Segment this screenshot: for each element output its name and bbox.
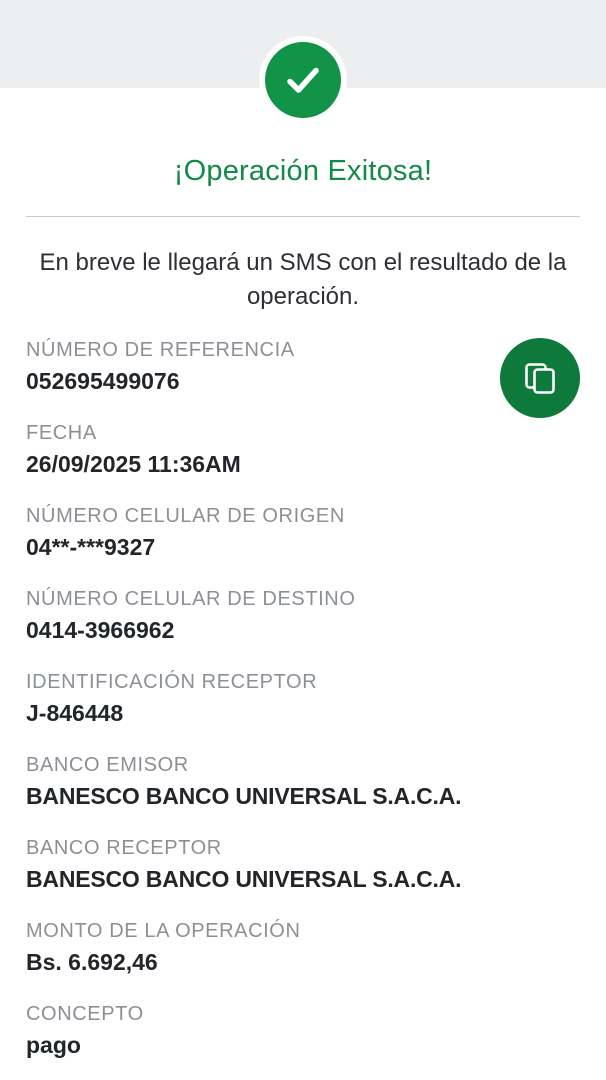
field-identificacion-receptor bbox=[26, 670, 580, 729]
field-label: CONCEPTO bbox=[26, 1003, 144, 1025]
field-label: IDENTIFICACIÓN RECEPTOR bbox=[26, 671, 318, 693]
field-banco-receptor bbox=[26, 836, 580, 895]
field-label: NÚMERO DE REFERENCIA bbox=[26, 339, 295, 361]
transaction-details-list bbox=[26, 338, 580, 1061]
field-fecha bbox=[26, 421, 580, 480]
field-label: NÚMERO CELULAR DE ORIGEN bbox=[26, 505, 345, 527]
field-value: 26/09/2025 11:36AM bbox=[26, 451, 241, 477]
field-value: 052695499076 bbox=[26, 368, 180, 394]
field-numero-de-referencia bbox=[26, 338, 580, 397]
field-concepto bbox=[26, 1002, 580, 1061]
field-value: 0414-3966962 bbox=[26, 617, 175, 643]
check-circle-icon bbox=[265, 42, 341, 118]
field-numero-celular-de-destino bbox=[26, 587, 580, 646]
field-label: FECHA bbox=[26, 422, 97, 444]
copy-icon bbox=[522, 360, 558, 396]
copy-reference-button[interactable] bbox=[500, 338, 580, 418]
field-value: pago bbox=[26, 1032, 81, 1058]
field-banco-emisor bbox=[26, 753, 580, 812]
field-numero-celular-de-origen bbox=[26, 504, 580, 563]
field-value: BANESCO BANCO UNIVERSAL S.A.C.A. bbox=[26, 866, 462, 892]
field-label: BANCO RECEPTOR bbox=[26, 837, 222, 859]
field-monto-de-la-operacion bbox=[26, 919, 580, 978]
divider bbox=[26, 216, 580, 217]
field-value: J-846448 bbox=[26, 700, 124, 726]
page-title: ¡Operación Exitosa! bbox=[173, 155, 433, 187]
subtitle-text: En breve le llegará un SMS con el resultado de la operación. bbox=[39, 249, 567, 310]
field-value: Bs. 6.692,46 bbox=[26, 949, 158, 975]
field-label: NÚMERO CELULAR DE DESTINO bbox=[26, 588, 356, 610]
field-label: BANCO EMISOR bbox=[26, 754, 189, 776]
success-badge bbox=[259, 36, 347, 124]
field-value: BANESCO BANCO UNIVERSAL S.A.C.A. bbox=[26, 783, 462, 809]
field-value: 04**-***9327 bbox=[26, 534, 156, 560]
field-label: MONTO DE LA OPERACIÓN bbox=[26, 920, 301, 942]
